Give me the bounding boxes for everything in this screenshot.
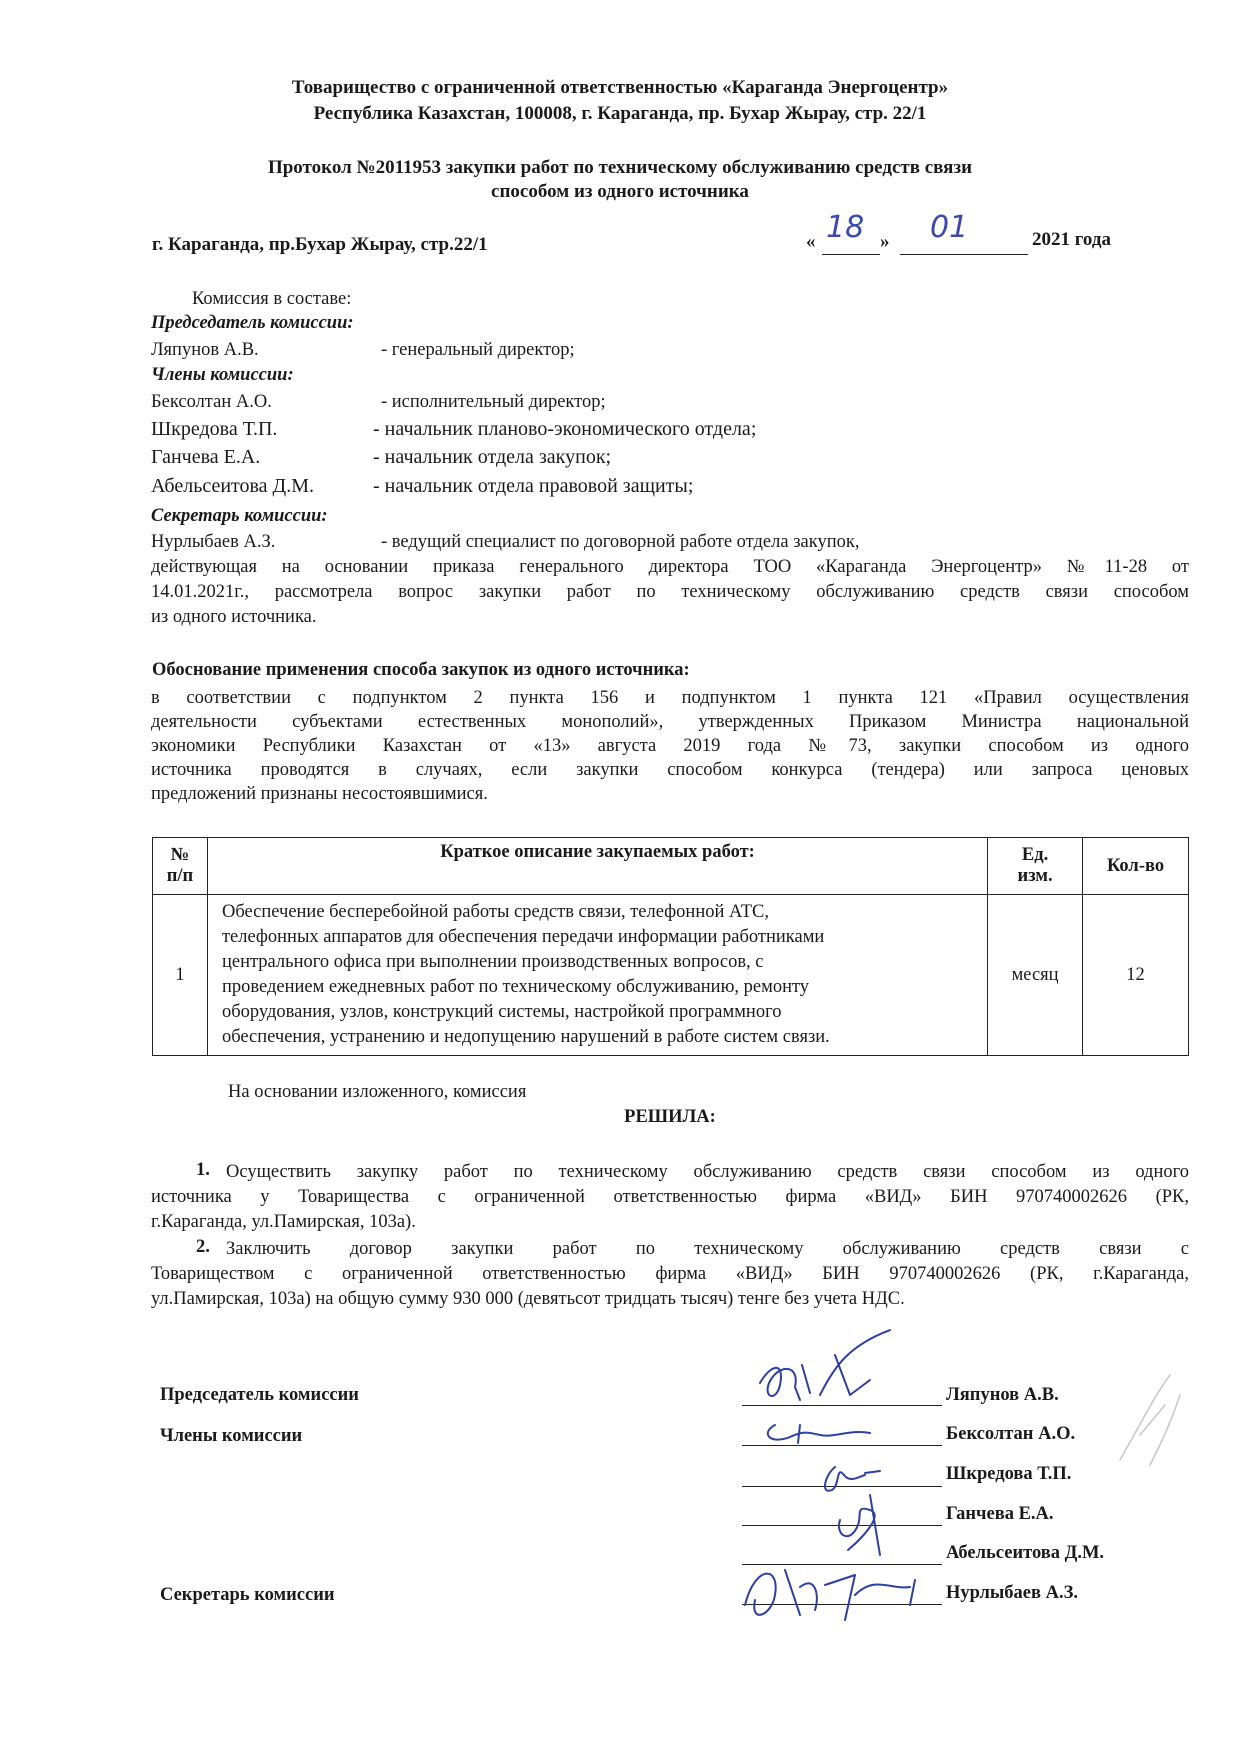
row-unit: месяц (988, 895, 1083, 1056)
order-line: 14.01.2021г., рассмотрела вопрос закупки работ по техническому обслуживанию средств связи способом (151, 582, 1189, 602)
item1-line: Осуществить закупку работ по техническому обслуживанию средств связи способом из одного (226, 1162, 1189, 1182)
chair-name: Ляпунов А.В. (151, 340, 259, 360)
row-desc-line: телефонных аппаратов для обеспечения передачи информации работниками (221, 927, 825, 947)
row-num: 1 (153, 895, 208, 1056)
row-desc-line: проведением ежедневных работ по техническому обслуживанию, ремонту (221, 977, 810, 997)
member-role: - начальник отдела закупок; (373, 446, 612, 468)
signatory-name: Бексолтан А.О. (946, 1424, 1076, 1444)
justification-line: деятельности субъектами естественных монополий», утвержденных Приказом Министра национальной (151, 712, 1189, 732)
date-year: 2021 года (1032, 229, 1111, 250)
row-desc (207, 895, 987, 1056)
header-desc: Краткое описание закупаемых работ: (207, 838, 987, 895)
member-role: - начальник планово-экономического отдела; (373, 418, 757, 440)
header-unit (988, 838, 1083, 895)
decision-heading: РЕШИЛА: (624, 1107, 716, 1127)
item2-line: ул.Памирская, 103а) на общую сумму 930 000 (девятьсот тридцать тысяч) тенге без учета НДС. (151, 1289, 905, 1309)
member-role: - начальник отдела правовой защиты; (373, 475, 694, 497)
place: г. Караганда, пр.Бухар Жырау, стр.22/1 (152, 234, 488, 255)
signatory-name: Нурлыбаев А.З. (946, 1583, 1078, 1603)
protocol-title: Протокол №2011953 закупки работ по техническому обслуживанию средств связи (267, 157, 973, 178)
org-name: Товарищество с ограниченной ответственностью «Караганда Энергоцентр» (291, 77, 949, 98)
chair-role: - генеральный директор; (381, 340, 575, 360)
item1-number: 1. (196, 1160, 210, 1180)
secretary-name: Нурлыбаев А.З. (151, 532, 276, 552)
header-num-line1: № (170, 845, 190, 865)
justification-line: экономики Республики Казахстан от «13» августа 2019 года №73, закупки способом из одного (151, 736, 1189, 756)
faint-signature (1110, 1365, 1190, 1475)
item2-line: Заключить договор закупки работ по техническому обслуживанию средств связи с (226, 1239, 1189, 1259)
secretary-role: - ведущий специалист по договорной работе отдела закупок, (381, 532, 860, 552)
secretary-signature-label: Секретарь комиссии (160, 1585, 335, 1605)
order-line: действующая на основании приказа генерального директора ТОО «Караганда Энергоцентр» №11-28 от (151, 557, 1189, 577)
works-table (152, 837, 1189, 1056)
header-qty: Кол-во (1083, 838, 1189, 895)
signatory-name: Абельсеитова Д.М. (946, 1543, 1105, 1563)
date-month: 01 (930, 210, 969, 245)
justification-line: предложений признаны несостоявшимися. (151, 784, 488, 804)
member-name: Шкредова Т.П. (151, 418, 278, 440)
chair-heading: Председатель комиссии: (151, 313, 354, 333)
row-desc-line: обеспечения, устранению и недопущению нарушений в работе систем связи. (221, 1027, 830, 1047)
header-unit-line2: изм. (1017, 866, 1053, 886)
order-line: из одного источника. (151, 607, 317, 627)
handwritten-signatures (740, 1325, 960, 1625)
member-name: Бексолтан А.О. (151, 392, 272, 412)
date-close-quote: » (880, 231, 890, 252)
chair-signature-label: Председатель комиссии (160, 1385, 359, 1405)
commission-intro: Комиссия в составе: (192, 289, 352, 309)
row-qty: 12 (1083, 895, 1189, 1056)
member-role: - исполнительный директор; (381, 392, 606, 412)
justification-line: источника проводятся в случаях, если закупки способом конкурса (тендера) или запроса ценовых (151, 760, 1189, 780)
row-desc-line: оборудования, узлов, конструкций системы, настройкой программного (221, 1002, 782, 1022)
date-open-quote: « (806, 231, 816, 252)
justification-heading: Обоснование применения способа закупок из одного источника: (152, 660, 690, 680)
table-row (153, 895, 1189, 1056)
protocol-subtitle: способом из одного источника (491, 181, 749, 202)
justification-line: в соответствии с подпунктом 2 пункта 156 и подпунктом 1 пункта 121 «Правил осуществления (151, 688, 1189, 708)
signatory-name: Шкредова Т.П. (946, 1464, 1072, 1484)
item2-line: Товариществом с ограниченной ответственностью фирма «ВИД» БИН 970740002626 (РК, г.Караганда, (151, 1264, 1189, 1284)
table-header-row (153, 838, 1189, 895)
month-underline (900, 254, 1028, 255)
secretary-heading: Секретарь комиссии: (151, 506, 328, 526)
member-name: Ганчева Е.А. (151, 446, 261, 468)
header-num-line2: п/п (166, 866, 194, 886)
item1-line: источника у Товарищества с ограниченной ответственностью фирма «ВИД» БИН 970740002626 (РК, (151, 1187, 1189, 1207)
item1-line: г.Караганда, ул.Памирская, 103а). (151, 1212, 416, 1232)
header-unit-line1: Ед. (1021, 845, 1049, 865)
date-day: 18 (826, 210, 865, 245)
row-desc-line: центрального офиса при выполнении производственных вопросов, с (221, 952, 764, 972)
members-heading: Члены комиссии: (151, 365, 294, 385)
signatory-name: Ляпунов А.В. (946, 1385, 1059, 1405)
org-address: Республика Казахстан, 100008, г. Караганда, пр. Бухар Жырау, стр. 22/1 (313, 103, 927, 124)
members-signature-label: Члены комиссии (160, 1426, 303, 1446)
signatory-name: Ганчева Е.А. (946, 1504, 1054, 1524)
day-underline (822, 254, 880, 255)
header-num (153, 838, 208, 895)
member-name: Абельсеитова Д.М. (151, 475, 314, 497)
row-desc-line: Обеспечение бесперебойной работы средств связи, телефонной АТС, (221, 902, 769, 922)
item2-number: 2. (196, 1237, 210, 1257)
decision-intro: На основании изложенного, комиссия (228, 1082, 527, 1102)
